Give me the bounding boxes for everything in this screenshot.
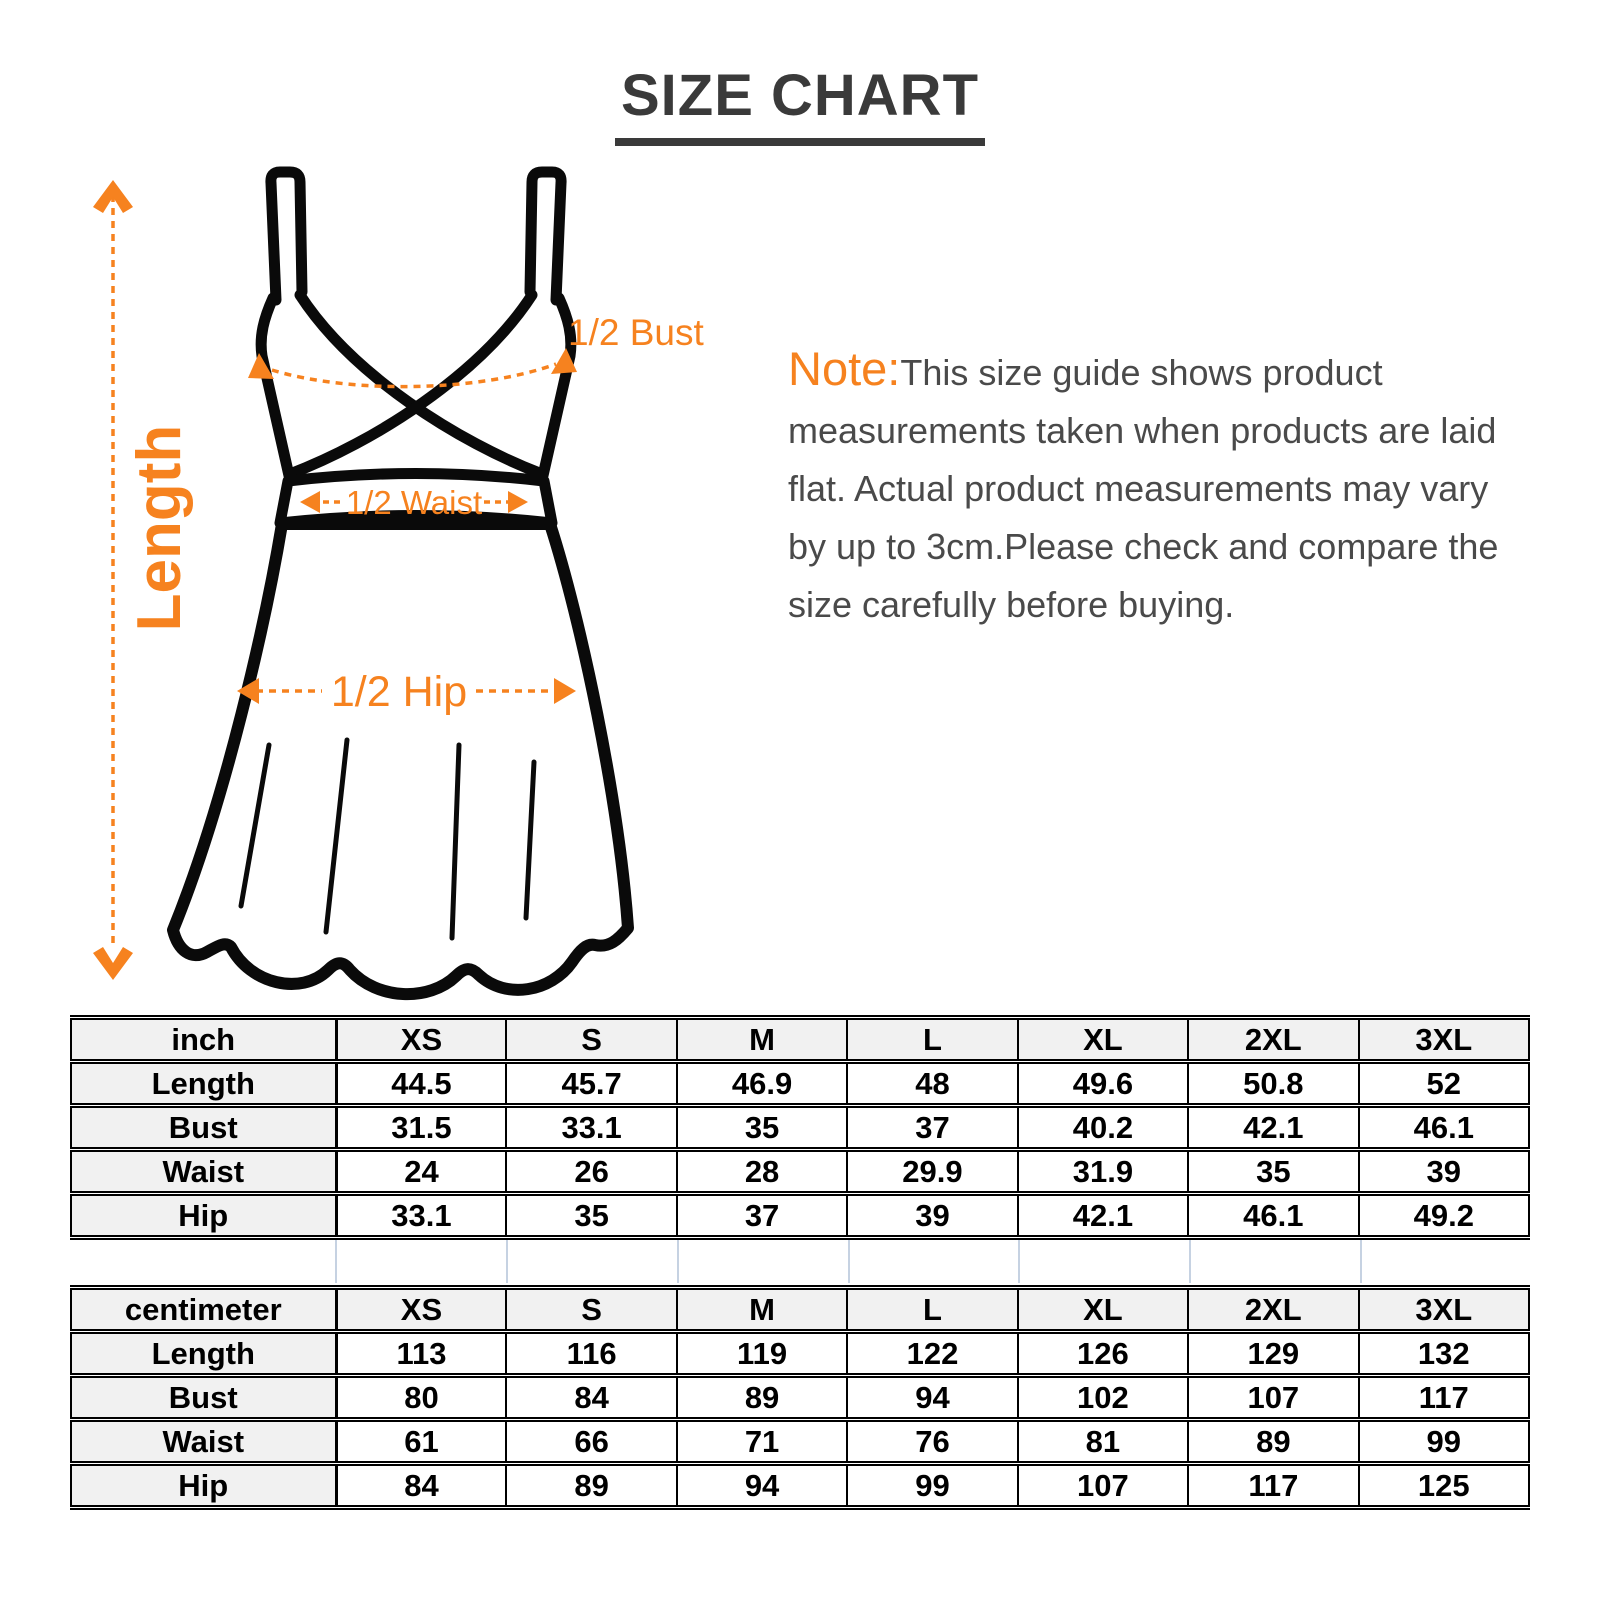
size-col-header: L — [847, 1288, 1017, 1332]
measurement-value: 35 — [506, 1194, 676, 1238]
measurement-value: 81 — [1018, 1420, 1188, 1464]
measurement-value: 89 — [677, 1376, 847, 1420]
note-prefix: Note: — [788, 342, 901, 395]
measurement-value: 117 — [1359, 1376, 1529, 1420]
measurement-value: 39 — [1359, 1150, 1529, 1194]
measurement-label: Waist — [71, 1420, 336, 1464]
measurement-value: 107 — [1188, 1376, 1358, 1420]
size-col-header: XL — [1018, 1018, 1188, 1062]
size-col-header: S — [506, 1018, 676, 1062]
size-col-header: 3XL — [1359, 1018, 1529, 1062]
measurement-value: 46.1 — [1359, 1106, 1529, 1150]
measurement-value: 50.8 — [1188, 1062, 1358, 1106]
note-paragraph — [788, 340, 1533, 634]
size-header-row — [71, 1288, 1529, 1332]
grid-line — [506, 1240, 508, 1283]
bust-label: 1/2 Bust — [568, 312, 704, 353]
measurement-value: 89 — [1188, 1420, 1358, 1464]
page-title — [0, 62, 1600, 146]
length-label: Length — [125, 424, 194, 632]
measurement-value: 61 — [336, 1420, 506, 1464]
size-col-header: S — [506, 1288, 676, 1332]
size-col-header: M — [677, 1288, 847, 1332]
size-col-header: XL — [1018, 1288, 1188, 1332]
measurement-value: 99 — [847, 1464, 1017, 1508]
measurement-row — [71, 1194, 1529, 1238]
measurement-value: 80 — [336, 1376, 506, 1420]
measurement-value: 94 — [677, 1464, 847, 1508]
unit-label: centimeter — [71, 1288, 336, 1332]
measurement-row — [71, 1376, 1529, 1420]
size-col-header: XS — [336, 1288, 506, 1332]
measurement-row — [71, 1464, 1529, 1508]
unit-label: inch — [71, 1018, 336, 1062]
measurement-value: 84 — [336, 1464, 506, 1508]
grid-line — [1189, 1240, 1191, 1283]
grid-line — [677, 1240, 679, 1283]
size-header-row — [71, 1018, 1529, 1062]
measurement-value: 26 — [506, 1150, 676, 1194]
grid-line — [1018, 1240, 1020, 1283]
measurement-value: 33.1 — [336, 1194, 506, 1238]
measurement-label: Bust — [71, 1106, 336, 1150]
measurement-row — [71, 1420, 1529, 1464]
measurement-value: 45.7 — [506, 1062, 676, 1106]
measurement-value: 84 — [506, 1376, 676, 1420]
measurement-value: 119 — [677, 1332, 847, 1376]
measurement-value: 125 — [1359, 1464, 1529, 1508]
measurement-value: 107 — [1018, 1464, 1188, 1508]
measurement-value: 122 — [847, 1332, 1017, 1376]
measurement-value: 46.1 — [1188, 1194, 1358, 1238]
measurement-value: 40.2 — [1018, 1106, 1188, 1150]
measurement-value: 52 — [1359, 1062, 1529, 1106]
measurement-value: 39 — [847, 1194, 1017, 1238]
arrowhead-left-icon — [248, 353, 274, 379]
measurement-value: 99 — [1359, 1420, 1529, 1464]
grid-line — [848, 1240, 850, 1283]
measurement-value: 46.9 — [677, 1062, 847, 1106]
table-gap — [70, 1240, 1530, 1283]
measurement-value: 28 — [677, 1150, 847, 1194]
measurement-value: 33.1 — [506, 1106, 676, 1150]
measurement-row — [71, 1332, 1529, 1376]
measurement-value: 35 — [677, 1106, 847, 1150]
size-col-header: 3XL — [1359, 1288, 1529, 1332]
measurement-value: 113 — [336, 1332, 506, 1376]
grid-line — [1360, 1240, 1362, 1283]
bust-arrow — [248, 348, 577, 387]
page-title-text: SIZE CHART — [615, 62, 985, 146]
measurement-value: 116 — [506, 1332, 676, 1376]
size-col-header: 2XL — [1188, 1288, 1358, 1332]
measurement-value: 132 — [1359, 1332, 1529, 1376]
dress-measurement-diagram — [60, 150, 720, 1010]
measurement-row — [71, 1150, 1529, 1194]
measurement-value: 66 — [506, 1420, 676, 1464]
measurement-value: 44.5 — [336, 1062, 506, 1106]
size-col-header: M — [677, 1018, 847, 1062]
measurement-value: 31.5 — [336, 1106, 506, 1150]
measurement-row — [71, 1062, 1529, 1106]
measurement-value: 102 — [1018, 1376, 1188, 1420]
measurement-value: 29.9 — [847, 1150, 1017, 1194]
measurement-value: 117 — [1188, 1464, 1358, 1508]
measurement-value: 49.2 — [1359, 1194, 1529, 1238]
size-col-header: 2XL — [1188, 1018, 1358, 1062]
measurement-value: 42.1 — [1018, 1194, 1188, 1238]
measurement-value: 71 — [677, 1420, 847, 1464]
measurement-label: Hip — [71, 1194, 336, 1238]
size-table-centimeter — [70, 1285, 1530, 1510]
dress-outline — [173, 172, 628, 994]
arrowhead-down-icon — [93, 947, 133, 980]
measurement-label: Waist — [71, 1150, 336, 1194]
measurement-value: 49.6 — [1018, 1062, 1188, 1106]
size-col-header: XS — [336, 1018, 506, 1062]
measurement-value: 94 — [847, 1376, 1017, 1420]
measurement-value: 126 — [1018, 1332, 1188, 1376]
measurement-value: 31.9 — [1018, 1150, 1188, 1194]
measurement-value: 42.1 — [1188, 1106, 1358, 1150]
measurement-value: 89 — [506, 1464, 676, 1508]
measurement-value: 37 — [677, 1194, 847, 1238]
measurement-label: Length — [71, 1332, 336, 1376]
hip-label: 1/2 Hip — [330, 668, 468, 716]
grid-line — [335, 1240, 337, 1283]
measurement-value: 129 — [1188, 1332, 1358, 1376]
waist-label: 1/2 Waist — [345, 484, 483, 521]
measurement-value: 48 — [847, 1062, 1017, 1106]
measurement-value: 35 — [1188, 1150, 1358, 1194]
size-table-inch — [70, 1015, 1530, 1240]
size-col-header: L — [847, 1018, 1017, 1062]
measurement-value: 37 — [847, 1106, 1017, 1150]
measurement-row — [71, 1106, 1529, 1150]
measurement-label: Length — [71, 1062, 336, 1106]
measurement-value: 24 — [336, 1150, 506, 1194]
measurement-label: Hip — [71, 1464, 336, 1508]
measurement-label: Bust — [71, 1376, 336, 1420]
note-body: This size guide shows product measurements taken when products are laid flat. Actual product measurements may vary by up to 3cm.Please check and compare the size carefully before buying. — [788, 352, 1499, 625]
measurement-value: 76 — [847, 1420, 1017, 1464]
